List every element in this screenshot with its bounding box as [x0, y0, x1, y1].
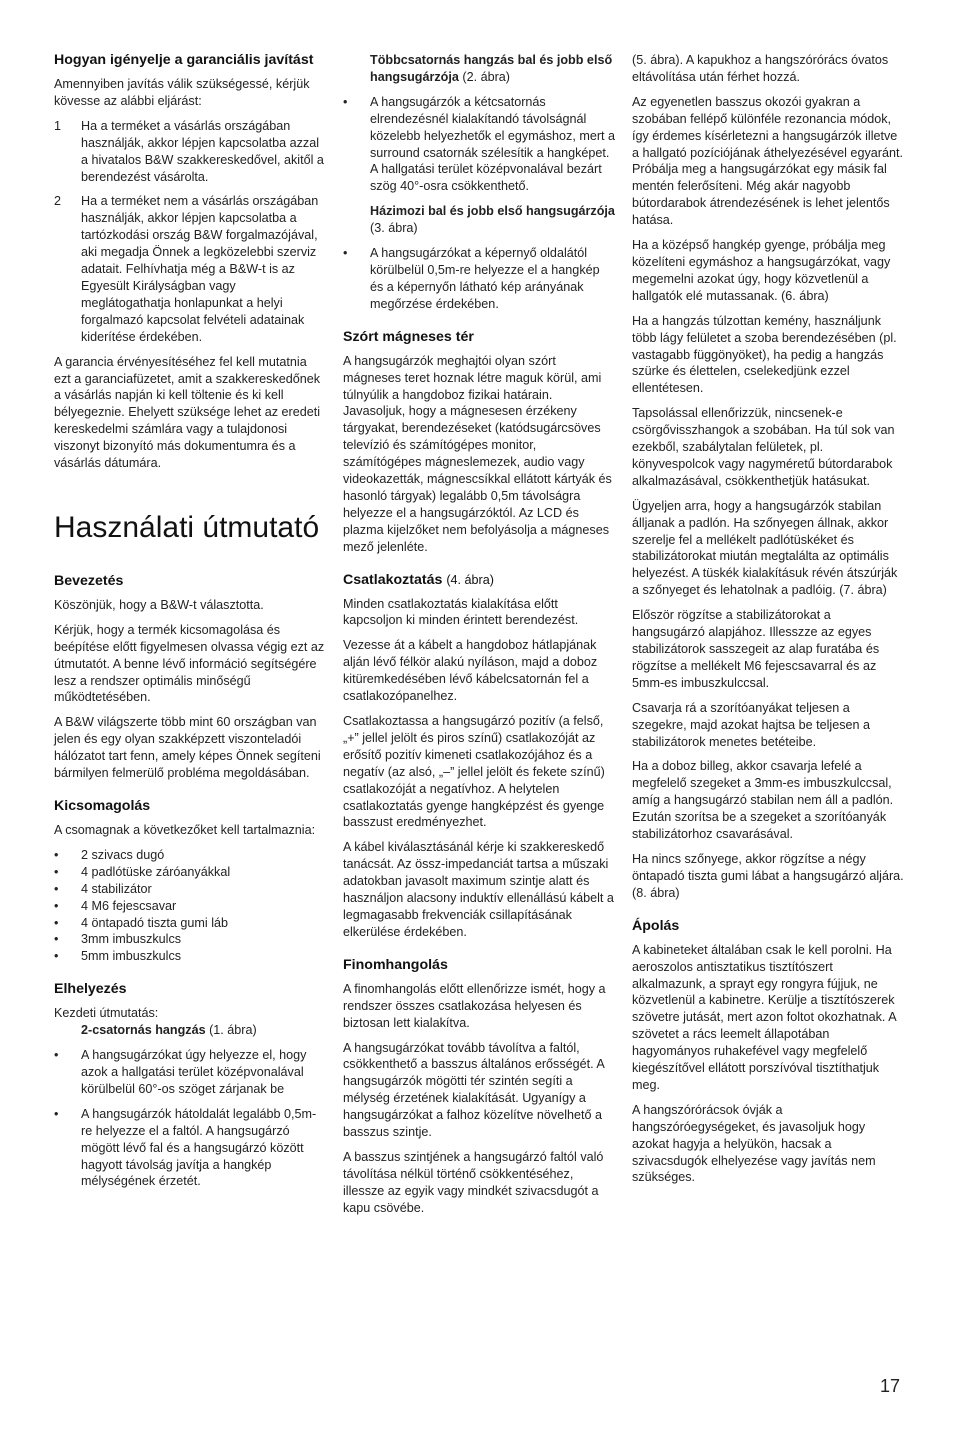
- two-channel-figure-ref: (1. ábra): [209, 1023, 257, 1038]
- connections-paragraph: Minden csatlakoztatás kialakítása előtt kapcsoljon ki minden érintett berendezést.: [343, 596, 579, 628]
- connections-paragraph: Csatlakoztassa a hangsugárzó pozitív (a felső, „+” jellel jelölt és piros színű) csatlakozóját az erősítő pozitív kimeneti csatlakozójához és a negatív (az alsó, „–” jellel jelölt és fekete színű) csatlakozóját a negatívhoz. A helytelen csatlakoztatás gyenge hangképzést és gyenge basszust eredményezhet.: [343, 714, 605, 830]
- list-item-text: 3mm imbuszkulcs: [81, 932, 182, 947]
- bullet-mark: •: [54, 847, 59, 862]
- connections-paragraph: A kábel kiválasztásánál kérje ki szakkereskedő tanácsát. Az össz-impedanciát tartsa a műszaki adatokban javasolt maximum szintje alatt és használjon alacsony induktív ellenállású kábelt a legmagasabb frekvenciák csillapításának elkerülése érdekében.: [343, 840, 614, 939]
- intro-heading: Bevezetés: [54, 572, 124, 589]
- step-text: Ha a terméket a vásárlás országában használják, akkor lépjen kapcsolatba azzal a hivatalos B&W szakkereskedővel, akitől a berendezést vásárolta.: [81, 118, 324, 184]
- list-item: [343, 245, 615, 313]
- warranty-intro: Amennyiben javítás válik szükségessé, kérjük kövesse az alábbi eljárást:: [54, 77, 310, 108]
- tuning-paragraph: Ügyeljen arra, hogy a hangsugárzók stabilan álljanak a padlón. Ha szőnyegen állnak, akkor szerelje fel a mellékelt padlótüskéket és stabilizátorokat miután megtalálta az optimális helyezést. A tüskék kialakításuk révén átszúrják a szőnyeget és lehatolnak a padlóig. (7. ábra): [632, 498, 898, 598]
- cinema-subheading: [343, 203, 615, 237]
- care-heading: Ápolás: [632, 917, 680, 934]
- list-item-text: 4 stabilizátor: [81, 881, 152, 896]
- intro-paragraph: Köszönjük, hogy a B&W-t választotta.: [54, 597, 264, 612]
- column-3: [632, 52, 904, 1194]
- two-channel-list: [54, 1047, 326, 1190]
- two-channel-label: 2-csatornás hangzás: [81, 1023, 206, 1038]
- warranty-step: [54, 193, 326, 345]
- list-item-text: 2 szivacs dugó: [81, 847, 165, 862]
- bullet-mark: •: [54, 881, 59, 896]
- tuning-paragraph: Ha a középső hangkép gyenge, próbálja meg közelíteni egymáshoz a hangsugárzókat, vagy megemelni azokat úgy, hogy közvetlenül a hallgatók elé mutassanak. (6. ábra): [632, 238, 891, 303]
- warranty-step: [54, 118, 326, 186]
- tuning-paragraph: Csavarja rá a szorítóanyákat teljesen a szegekre, majd azokat hajtsa be teljesen a stabilizátorok menetes betéteibe.: [632, 700, 871, 749]
- list-item-text: 5mm imbuszkulcs: [81, 949, 182, 964]
- column-1: [54, 52, 326, 1198]
- column-2: [343, 52, 615, 1225]
- tuning-paragraph: A hangsugárzókat tovább távolítva a faltól, csökkenthető a basszus általános erősségét. A hangsugárzók mögötti tér szintén segíti a mélység érzetének kialakítását. Ugyanígy a hangsugárzókat a falhoz közelítve növelhető a basszus szintje.: [343, 1040, 605, 1140]
- list-item-text: A hangsugárzókat úgy helyezze el, hogy azok a hallgatási terület középvonalával körülbelül 60°-os szöget zárjanak be: [81, 1048, 307, 1096]
- manual-title: Használati útmutató: [54, 510, 320, 544]
- cinema-list: [343, 245, 615, 313]
- tuning-paragraph: A finomhangolás előtt ellenőrizze ismét, hogy a rendszer összes csatlakozása helyesen és biztosan lett kialakítva.: [343, 981, 606, 1030]
- bullet-mark: •: [343, 246, 348, 261]
- list-item: [54, 915, 326, 932]
- connections-figure-ref: (4. ábra): [446, 572, 494, 587]
- tuning-heading: Finomhangolás: [343, 956, 448, 973]
- list-item-text: A hangsugárzók a kétcsatornás elrendezésnél kialakítandó távolságnál közelebb helyezhetők el egymáshoz, mert a surround csatornák szélesítik a hangképet. A hallgatási terület középvonalával bezárt szög 40°-osra csökkenthető.: [370, 94, 616, 194]
- bullet-mark: •: [54, 1048, 59, 1063]
- tuning-paragraph: Az egyenetlen basszus okozói gyakran a szobában fellépő különféle rezonancia módok, így érdemes kísérletezni a hangsugárzók illetve a hallgató pozíciójának áthelyezésével egyaránt. Próbálja meg a hangsugárzókat egy másik fal mentén felerősíteni. Még akár nagyobb bútordarabok átrendezésének is lehet jelentős hatása.: [632, 94, 903, 228]
- unpack-list: [54, 847, 326, 965]
- tuning-paragraph: Ha a doboz billeg, akkor csavarja lefelé a megfelelő szegeket a 3mm-es imbuszkulccsal, amíg a hangsugárzó stabilan nem áll a padlón. Ezután szorítsa be a szegeket a szorítóanyák stabilizátorhoz csavarásával.: [632, 759, 894, 842]
- list-item: [54, 1047, 326, 1098]
- tuning-paragraph: Ha nincs szőnyege, akkor rögzítse a négy öntapadó tiszta gumi lábat a hangsugárzó aljára. (8. ábra): [632, 851, 904, 900]
- bullet-mark: •: [54, 864, 59, 879]
- unpack-intro: A csomagnak a következőket kell tartalmaznia:: [54, 823, 316, 837]
- multi-channel-list: [343, 94, 615, 195]
- multi-channel-subheading: [343, 52, 615, 86]
- step-text: Ha a terméket nem a vásárlás országában használják, akkor lépjen kapcsolatba a tartózkodási ország B&W forgalmazójával, aki megadja Önnek a legközelebbi szerviz adatait. Felhívhatja még a B&W-t is az Egyesült Királyságban vagy meglátogathatja honlapunkat a helyi forgalmazó kapcsolat felvételi adatainak kiderítése érdekében.: [81, 194, 319, 344]
- bullet-mark: •: [54, 949, 59, 964]
- bullet-mark: •: [343, 94, 348, 109]
- page-number: 17: [880, 1376, 901, 1396]
- magnetic-paragraph: A hangsugárzók meghajtói olyan szórt mágneses teret hoznak létre maguk körül, ami túlnyúlik a hangdoboz fizikai határain. Javasoljuk, hogy a mágnesesen érzékeny tárgyakat, berendezéseket (katódsugárcsöves televízió és számítógépes monitor, számítógépes mágneslemezek, audio vagy videokazetták, mágnescsíkkal ellátott kártyák és hasonló tárgyak) legalább 0,5m távolságra helyezze el a hangsugárzóktól. Az LCD és plazma kijelzőket nem befolyásolja a mágneses mező jelenléte.: [343, 353, 612, 554]
- intro-paragraph: A B&W világszerte több mint 60 országban van jelen és egy olyan szakképzett viszonteladói hálózatot tart fenn, amely képes Önnek segíteni bármilyen felmerülő probléma megoldásában.: [54, 715, 321, 781]
- unpack-heading: Kicsomagolás: [54, 798, 151, 814]
- intro-paragraph: Kérjük, hogy a termék kicsomagolása és beépítése előtt figyelmesen olvassa végig ezt az útmutatót. A benne lévő információ segítségére lesz a rendszer optimális minőségű működtetésében.: [54, 622, 325, 705]
- multi-channel-figure-ref: (2. ábra): [462, 69, 510, 84]
- magnetic-heading: Szórt mágneses tér: [343, 328, 474, 345]
- bullet-mark: •: [54, 915, 59, 930]
- connections-heading: [343, 572, 615, 589]
- list-item-text: 4 M6 fejescsavar: [81, 898, 177, 913]
- two-channel-subheading: [54, 1022, 326, 1039]
- connections-paragraph: Vezesse át a kábelt a hangdoboz hátlapjának alján lévő félkör alakú nyíláson, majd a doboz kitüremkedésében lévő kábelcsatornán fel a csatlakozópanelhez.: [343, 638, 598, 704]
- list-item: [54, 931, 326, 948]
- step-number: 2: [54, 194, 62, 209]
- bullet-mark: •: [54, 1106, 59, 1121]
- tuning-paragraph: (5. ábra). A kapukhoz a hangszórórács óvatos eltávolítása után férhet hozzá.: [632, 53, 889, 84]
- list-item-text: A hangsugárzókat a képernyő oldalától körülbelül 0,5m-re helyezze el a hangkép és a képernyőn látható kép arányának megőrzése érdekében.: [370, 246, 600, 311]
- list-item: [54, 881, 326, 898]
- list-item-text: 4 padlótüske záróanyákkal: [81, 864, 231, 879]
- connections-title: Csatlakoztatás: [343, 571, 443, 588]
- list-item-text: A hangsugárzók hátoldalát legalább 0,5m-re helyezze el a faltól. A hangsugárzó mögött lévő fal és a hangsugárzó között hagyott távolság javítja a hangkép mélységének érzetét.: [81, 1106, 317, 1189]
- list-item: [54, 898, 326, 915]
- care-paragraph: A kabineteket általában csak le kell porolni. Ha aeroszolos antisztatikus tisztítószert alkalmazunk, a sprayt egy rongyra fújjuk, ne közvetlenül a kabinetre. Kerülje a tisztítószerek szövetre jutását, mert azon foltot okozhatnak. A szövetet a rács leemelt állapotában hagyományos ruhakefével vagy megfelelő kiegészítővel ellátott porszívóval tisztíthatjuk meg.: [632, 942, 896, 1092]
- list-item: [54, 1106, 326, 1191]
- cinema-figure-ref: (3. ábra): [370, 221, 418, 236]
- list-item: [343, 94, 615, 195]
- placement-intro: Kezdeti útmutatás:: [54, 1006, 159, 1021]
- bullet-mark: •: [54, 932, 59, 947]
- cinema-label: Házimozi bal és jobb első hangsugárzója: [370, 204, 615, 219]
- multi-channel-label: Többcsatornás hangzás bal és jobb első hangsugárzója: [370, 53, 613, 84]
- step-number: 1: [54, 118, 62, 133]
- care-paragraph: A hangszórórácsok óvják a hangszóróegységeket, és javasoljuk hogy azokat hagyja a helyükön, hacsak a szivacsdugók elhelyezése vagy javítás nem szükséges.: [632, 1102, 876, 1185]
- list-item: [54, 847, 326, 864]
- tuning-paragraph: Tapsolással ellenőrizzük, nincsenek-e csörgővisszhangok a szobában. Ha túl sok van ezekből, szabálytalan felületek, pl. könyvespolcok vagy nagyméretű bútordarabok alkalmazásával, csökkenthetjük hatásukat.: [632, 406, 895, 488]
- list-item: [54, 948, 326, 965]
- tuning-paragraph: A basszus szintjének a hangsugárzó faltól való távolítása nélkül történő csökkentéséhez, illessze az egyik vagy mindkét szivacsdugót a kapu csövébe.: [343, 1149, 604, 1215]
- warranty-heading: Hogyan igényelje a garanciális javítást: [54, 52, 314, 68]
- tuning-paragraph: Először rögzítse a stabilizátorokat a hangsugárzó alapjához. Illesszze az egyes stabilizátorok sasszegeit az alap furatába és rögzítse a mellékelt M6 fejescsavarral és az 5mm-es imbuszkulccsal.: [632, 608, 880, 690]
- list-item-text: 4 öntapadó tiszta gumi láb: [81, 915, 229, 930]
- section-spacer: [54, 480, 326, 510]
- tuning-paragraph: Ha a hangzás túlzottan kemény, használjunk több lágy felületet a szoba berendezésében (pl. vastagabb függönyöket), ha pedig a hangzás szürke és élettelen, cselekedjünk ezzel ellentétesen.: [632, 313, 897, 396]
- warranty-steps: [54, 118, 326, 346]
- placement-heading: Elhelyezés: [54, 981, 127, 998]
- warranty-validation: A garancia érvényesítéséhez fel kell mutatnia ezt a garanciafüzetet, amit a szakkereskedőnek a vásárlás napján ki kell töltenie és ki kell bélyegeznie. Ehelyett szüksége lehet az eredeti kereskedelmi számlára vagy a tulajdonosi viszonyt bizonyító más dokumentumra és a vásárlás dátumára.: [54, 354, 321, 471]
- bullet-mark: •: [54, 898, 59, 913]
- list-item: [54, 864, 326, 881]
